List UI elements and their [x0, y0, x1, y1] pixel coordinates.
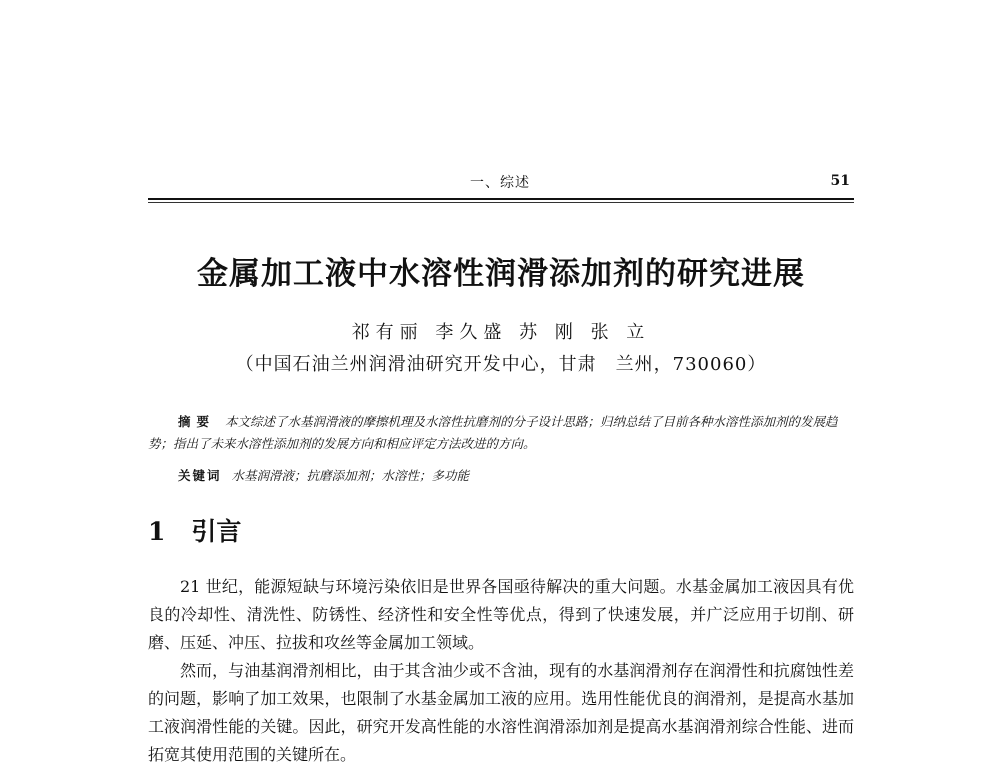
header-rule-thin: [148, 202, 854, 203]
body-text: [148, 573, 854, 769]
abstract-text: 本文综述了水基润滑液的摩擦机理及水溶性抗磨剂的分子设计思路；归纳总结了目前各种水溶性添加剂的发展趋势；指出了未来水溶性添加剂的发展方向和相应评定方法改进的方向。: [148, 414, 838, 451]
abstract: [148, 411, 854, 455]
section-heading: [148, 512, 241, 548]
author-list: 祁有丽 李久盛 苏 刚 张 立: [351, 322, 651, 343]
keywords: [178, 466, 854, 484]
paper-title: 金属加工液中水溶性润滑添加剂的研究进展: [197, 256, 805, 292]
abstract-label: 摘要: [178, 414, 216, 429]
keywords-text: 水基润滑液；抗磨添加剂；水溶性；多功能: [231, 468, 470, 483]
section-number: 1: [148, 517, 166, 546]
running-header: [148, 172, 852, 196]
header-rule: [148, 198, 854, 200]
running-section-title: 一、综述: [470, 175, 530, 191]
paragraph: 然而，与油基润滑剂相比，由于其含油少或不含油，现有的水基润滑剂存在润滑性和抗腐蚀性差的问题，影响了加工效果，也限制了水基金属加工液的应用。选用性能优良的润滑剂，是提高水基加工液润滑性能的关键。因此，研究开发高性能的水溶性润滑添加剂是提高水基润滑剂综合性能、进而拓宽其使用范围的关键所在。: [148, 661, 854, 764]
author-affiliation: （中国石油兰州润滑油研究开发中心，甘肃 兰州，730060）: [235, 354, 767, 375]
section-title: 引言: [191, 517, 242, 546]
keywords-label: 关键词: [178, 468, 222, 483]
page-number: 51: [830, 173, 850, 189]
paragraph: 21 世纪，能源短缺与环境污染依旧是世界各国亟待解决的重大问题。水基金属加工液因具有优良的冷却性、清洗性、防锈性、经济性和安全性等优点，得到了快速发展，并广泛应用于切削、研磨、压延、冲压、拉拔和攻丝等金属加工领域。: [148, 577, 854, 652]
